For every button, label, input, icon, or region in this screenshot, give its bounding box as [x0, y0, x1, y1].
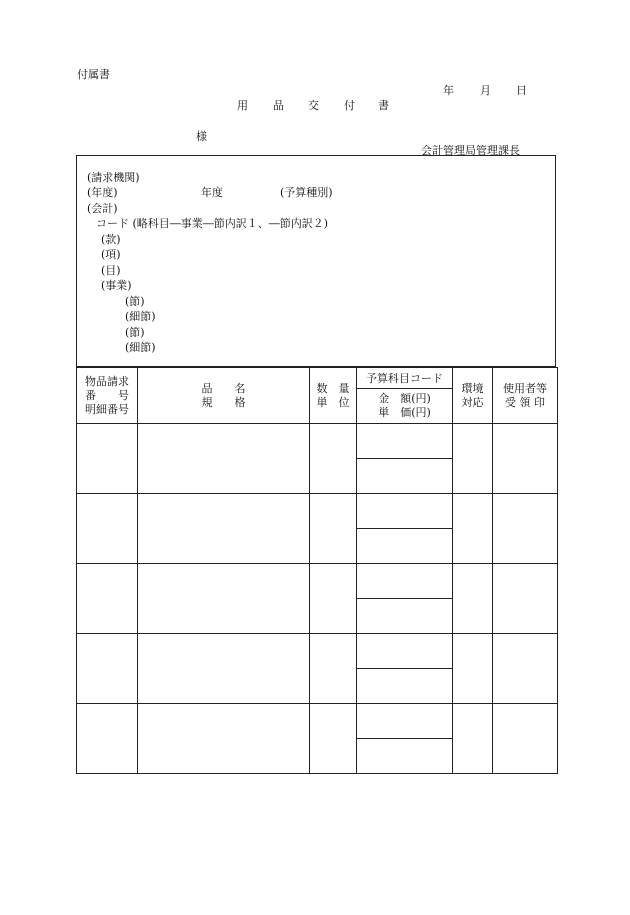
budget-type-label: (予算種別): [280, 186, 333, 199]
code-label: コード (略科目―事業―節内訳１、―節内訳２): [96, 217, 329, 230]
unit-price-cell[interactable]: [357, 599, 453, 634]
table-row: [77, 494, 558, 529]
attachment-label: 付属書: [77, 68, 110, 81]
kou-label: (項): [101, 248, 121, 261]
request-no-cell[interactable]: [77, 634, 138, 704]
quantity-cell[interactable]: [310, 704, 357, 774]
title-char-1: 用: [237, 99, 248, 112]
quantity-cell[interactable]: [310, 634, 357, 704]
env-header: 環境 対応: [453, 368, 493, 424]
item-rows: [77, 424, 558, 774]
table-row: [77, 704, 558, 739]
user-receipt-cell[interactable]: [493, 494, 558, 564]
unit-price-cell[interactable]: [357, 739, 453, 774]
recipient-suffix: 様: [196, 130, 207, 143]
issuer: 会計管理局管理課長: [421, 144, 520, 157]
user-receipt-cell[interactable]: [493, 424, 558, 494]
user-receipt-cell[interactable]: [493, 634, 558, 704]
table-row: [77, 564, 558, 599]
items-table: [76, 367, 558, 774]
saisetsu-label-1: (細節): [125, 310, 156, 323]
date-month: 月: [480, 84, 491, 97]
env-cell[interactable]: [453, 424, 493, 494]
unit-price-cell[interactable]: [357, 529, 453, 564]
title-char-3: 交: [308, 99, 319, 112]
amount-cell[interactable]: [357, 634, 453, 669]
request-info-box: [76, 155, 556, 367]
env-cell[interactable]: [453, 494, 493, 564]
amount-cell[interactable]: [357, 424, 453, 459]
nendo-label: 年度: [201, 186, 223, 199]
table-row: [77, 634, 558, 669]
moku-label: (目): [101, 264, 121, 277]
title-char-5: 書: [378, 99, 389, 112]
request-no-cell[interactable]: [77, 494, 138, 564]
item-name-cell[interactable]: [138, 634, 310, 704]
title-char-2: 品: [273, 99, 284, 112]
request-no-cell[interactable]: [77, 564, 138, 634]
env-cell[interactable]: [453, 564, 493, 634]
user-receipt-header: 使用者等 受 領 印: [493, 368, 558, 424]
title-char-4: 付: [344, 99, 355, 112]
item-name-cell[interactable]: [138, 494, 310, 564]
unit-price-cell[interactable]: [357, 669, 453, 704]
env-cell[interactable]: [453, 634, 493, 704]
request-no-cell[interactable]: [77, 424, 138, 494]
quantity-cell[interactable]: [310, 494, 357, 564]
fiscal-year-label: (年度): [87, 186, 118, 199]
jigyo-label: (事業): [101, 279, 132, 292]
date-year: 年: [443, 84, 454, 97]
amount-cell[interactable]: [357, 564, 453, 599]
item-name-cell[interactable]: [138, 704, 310, 774]
quantity-cell[interactable]: [310, 424, 357, 494]
amount-cell[interactable]: [357, 494, 453, 529]
request-org-label: (請求機関): [87, 171, 140, 184]
user-receipt-cell[interactable]: [493, 704, 558, 774]
item-name-header: 品 名 規 格: [138, 368, 310, 424]
date-day: 日: [516, 84, 527, 97]
saisetsu-label-2: (細節): [125, 341, 156, 354]
setsu-label-2: (節): [125, 326, 145, 339]
quantity-header: 数 量 単 位: [310, 368, 357, 424]
unit-price-cell[interactable]: [357, 459, 453, 494]
user-receipt-cell[interactable]: [493, 564, 558, 634]
item-name-cell[interactable]: [138, 564, 310, 634]
kan-label: (款): [101, 233, 121, 246]
request-no-cell[interactable]: [77, 704, 138, 774]
table-row: [77, 424, 558, 459]
budget-code-header: 予算科目コード: [357, 368, 453, 389]
amount-cell[interactable]: [357, 704, 453, 739]
request-no-header: 物品請求 番 号 明細番号: [77, 368, 138, 424]
env-cell[interactable]: [453, 704, 493, 774]
setsu-label-1: (節): [125, 295, 145, 308]
quantity-cell[interactable]: [310, 564, 357, 634]
item-name-cell[interactable]: [138, 424, 310, 494]
account-label: (会計): [87, 202, 118, 215]
amount-unit-price-header: 金 額(円) 単 価(円): [357, 389, 453, 424]
